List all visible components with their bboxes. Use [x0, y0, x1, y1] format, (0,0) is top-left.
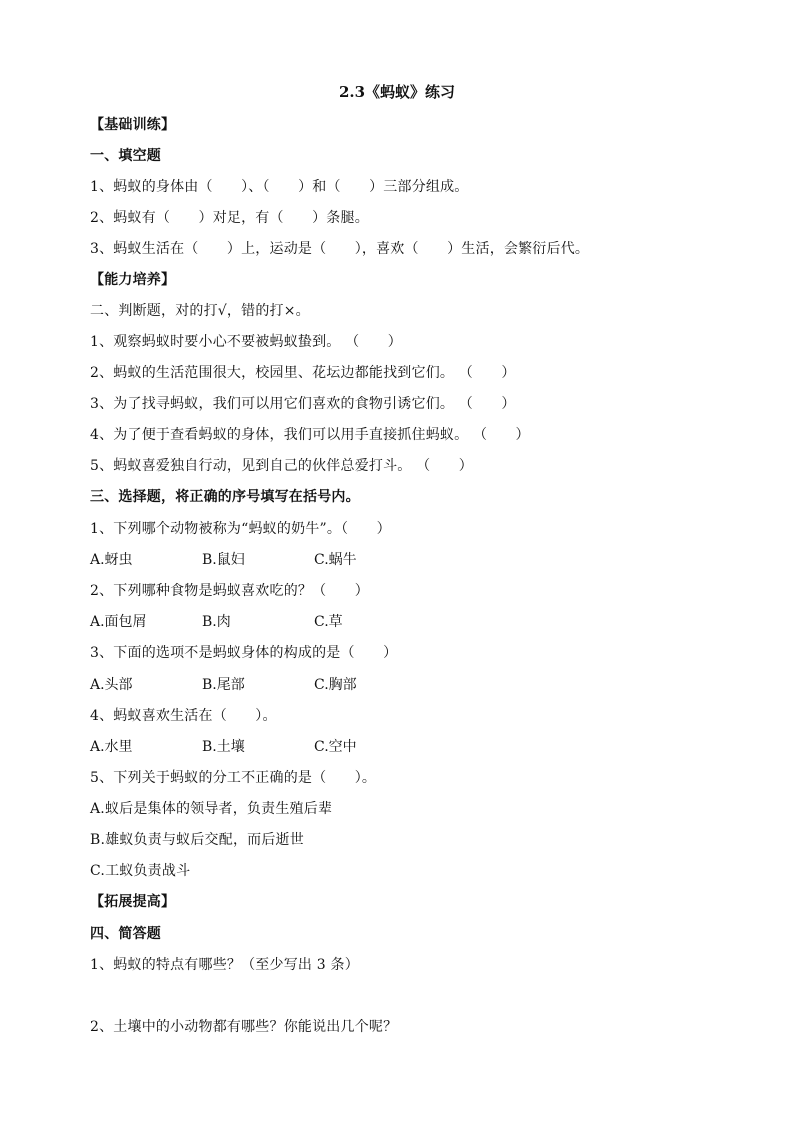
- choice-3-option-a: A.头部: [90, 677, 133, 693]
- fill-heading: 一、填空题: [90, 148, 161, 164]
- choice-3-option-b: B.尾部: [202, 677, 245, 693]
- choice-5-option-b: B.雄蚁负责与蚁后交配，而后逝世: [90, 832, 304, 848]
- choice-question-3: 3、下面的选项不是蚂蚁身体的构成的是（ ）: [90, 645, 398, 661]
- judge-question-1: 1、观察蚂蚁时要小心不要被蚂蚁蛰到。 （ ）: [90, 334, 402, 350]
- short-question-2: 2、土壤中的小动物都有哪些？你能说出几个呢？: [90, 1019, 398, 1035]
- choice-2-option-b: B.肉: [202, 614, 231, 630]
- judge-question-4: 4、为了便于查看蚂蚁的身体，我们可以用手直接抓住蚂蚁。 （ ）: [90, 427, 530, 443]
- choice-2-option-c: C.草: [314, 614, 343, 630]
- section-extend: 【拓展提高】: [90, 894, 176, 910]
- fill-question-3: 3、蚂蚁生活在（ ）上，运动是（ ），喜欢（ ）生活，会繁衍后代。: [90, 241, 590, 257]
- choice-1-option-b: B.鼠妇: [202, 552, 245, 568]
- choice-4-option-a: A.水里: [90, 739, 133, 755]
- section-basic: 【基础训练】: [90, 117, 176, 133]
- choice-question-1: 1、下列哪个动物被称为“蚂蚁的奶牛”。（ ）: [90, 521, 391, 537]
- choice-heading: 三、选择题，将正确的序号填写在括号内。: [90, 489, 360, 505]
- choice-question-5: 5、下列关于蚂蚁的分工不正确的是（ ）。: [90, 770, 377, 786]
- choice-4-option-b: B.土壤: [202, 739, 245, 755]
- choice-question-2: 2、下列哪种食物是蚂蚁喜欢吃的？（ ）: [90, 583, 369, 599]
- choice-3-option-c: C.胸部: [314, 677, 357, 693]
- judge-question-2: 2、蚂蚁的生活范围很大，校园里、花坛边都能找到它们。 （ ）: [90, 365, 516, 381]
- choice-1-option-a: A.蚜虫: [90, 552, 133, 568]
- choice-1-option-c: C.蜗牛: [314, 552, 357, 568]
- choice-5-option-a: A.蚁后是集体的领导者，负责生殖后辈: [90, 801, 333, 817]
- judge-question-3: 3、为了找寻蚂蚁，我们可以用它们喜欢的食物引诱它们。 （ ）: [90, 396, 516, 412]
- choice-5-option-c: C.工蚁负责战斗: [90, 863, 191, 879]
- judge-question-5: 5、蚂蚁喜爱独自行动，见到自己的伙伴总爱打斗。 （ ）: [90, 458, 473, 474]
- fill-question-1: 1、蚂蚁的身体由（ ）、（ ）和（ ）三部分组成。: [90, 179, 469, 195]
- short-heading: 四、简答题: [90, 926, 161, 942]
- choice-question-4: 4、蚂蚁喜欢生活在（ ）。: [90, 708, 277, 724]
- fill-question-2: 2、蚂蚁有（ ）对足，有（ ）条腿。: [90, 210, 369, 226]
- judge-heading: 二、判断题，对的打√，错的打×。: [90, 303, 310, 319]
- choice-2-option-a: A.面包屑: [90, 614, 147, 630]
- short-question-1: 1、蚂蚁的特点有哪些？（至少写出 3 条）: [90, 957, 359, 973]
- choice-4-option-c: C.空中: [314, 739, 357, 755]
- section-ability: 【能力培养】: [90, 272, 176, 288]
- page-title: 2.3《蚂蚁》练习: [338, 83, 456, 101]
